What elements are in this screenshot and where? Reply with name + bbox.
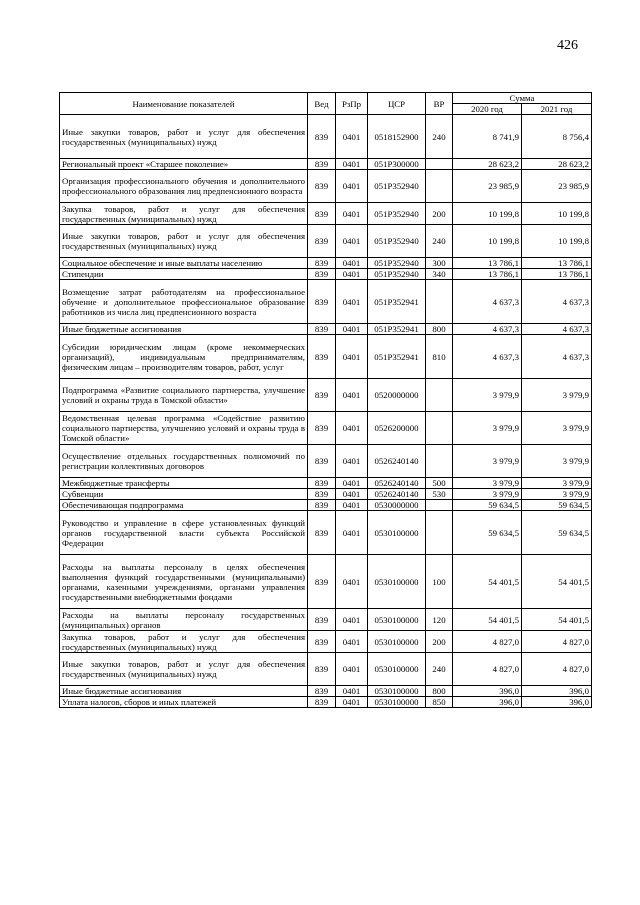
row-vr-cell: 340 — [426, 269, 453, 280]
table-row — [60, 412, 592, 445]
row-csr-cell: 0530100000 — [368, 609, 426, 631]
header-sum: Сумма — [453, 93, 592, 104]
table-row — [60, 225, 592, 258]
row-amount-2020-cell: 4 827,0 — [453, 653, 522, 686]
row-amount-2021-cell: 13 786,1 — [522, 258, 592, 269]
row-ved-cell: 839 — [308, 555, 336, 609]
row-amount-2020-cell: 3 979,9 — [453, 412, 522, 445]
table-row — [60, 170, 592, 203]
row-amount-2021-cell: 4 637,3 — [522, 280, 592, 324]
table-row — [60, 115, 592, 159]
row-name-cell: Стипендии — [60, 269, 308, 280]
row-amount-2021-cell: 23 985,9 — [522, 170, 592, 203]
header-vr: ВР — [426, 93, 453, 115]
row-rzpr-cell: 0401 — [336, 489, 368, 500]
row-csr-cell: 0530100000 — [368, 653, 426, 686]
row-name-cell: Возмещение затрат работодателям на профессиональное обучение и дополнительное профессиональное образование работников из числа лиц предпенсионного возраста — [60, 280, 308, 324]
row-amount-2021-cell: 4 827,0 — [522, 631, 592, 653]
row-amount-2021-cell: 4 637,3 — [522, 335, 592, 379]
row-amount-2020-cell: 3 979,9 — [453, 379, 522, 412]
row-ved-cell: 839 — [308, 115, 336, 159]
row-amount-2021-cell: 59 634,5 — [522, 500, 592, 511]
header-rzpr: РзПр — [336, 93, 368, 115]
row-vr-cell: 850 — [426, 697, 453, 708]
header-csr: ЦСР — [368, 93, 426, 115]
row-name-cell: Субвенции — [60, 489, 308, 500]
row-vr-cell: 810 — [426, 335, 453, 379]
row-csr-cell: 0530100000 — [368, 686, 426, 697]
row-rzpr-cell: 0401 — [336, 478, 368, 489]
row-amount-2021-cell: 4 637,3 — [522, 324, 592, 335]
row-rzpr-cell: 0401 — [336, 170, 368, 203]
row-ved-cell: 839 — [308, 445, 336, 478]
table-row — [60, 511, 592, 555]
row-csr-cell: 0520000000 — [368, 379, 426, 412]
row-vr-cell — [426, 280, 453, 324]
row-amount-2020-cell: 4 637,3 — [453, 324, 522, 335]
row-vr-cell — [426, 445, 453, 478]
row-name-cell: Иные закупки товаров, работ и услуг для обеспечения государственных (муниципальных) нужд — [60, 653, 308, 686]
table-row — [60, 653, 592, 686]
table-body — [60, 115, 592, 708]
header-year-2021: 2021 год — [522, 104, 592, 115]
row-rzpr-cell: 0401 — [336, 445, 368, 478]
row-rzpr-cell: 0401 — [336, 115, 368, 159]
row-ved-cell: 839 — [308, 269, 336, 280]
row-amount-2020-cell: 59 634,5 — [453, 500, 522, 511]
row-vr-cell — [426, 500, 453, 511]
row-amount-2020-cell: 4 637,3 — [453, 335, 522, 379]
row-amount-2020-cell: 23 985,9 — [453, 170, 522, 203]
row-name-cell: Уплата налогов, сборов и иных платежей — [60, 697, 308, 708]
row-rzpr-cell: 0401 — [336, 258, 368, 269]
table-row — [60, 631, 592, 653]
row-csr-cell: 0526240140 — [368, 445, 426, 478]
row-amount-2021-cell: 4 827,0 — [522, 653, 592, 686]
row-ved-cell: 839 — [308, 225, 336, 258]
row-amount-2021-cell: 59 634,5 — [522, 511, 592, 555]
table-row — [60, 697, 592, 708]
row-amount-2020-cell: 13 786,1 — [453, 269, 522, 280]
row-ved-cell: 839 — [308, 631, 336, 653]
row-name-cell: Расходы на выплаты персоналу государственных (муниципальных) органов — [60, 609, 308, 631]
row-name-cell: Руководство и управление в сфере установленных функций органов государственной власти субъекта Российской Федерации — [60, 511, 308, 555]
row-ved-cell: 839 — [308, 489, 336, 500]
table-header-row — [60, 93, 592, 104]
table-row — [60, 280, 592, 324]
table-row — [60, 478, 592, 489]
table-row — [60, 335, 592, 379]
row-csr-cell: 051P352940 — [368, 203, 426, 225]
row-vr-cell: 240 — [426, 115, 453, 159]
row-amount-2020-cell: 54 401,5 — [453, 609, 522, 631]
row-ved-cell: 839 — [308, 203, 336, 225]
row-amount-2020-cell: 4 827,0 — [453, 631, 522, 653]
row-ved-cell: 839 — [308, 280, 336, 324]
row-amount-2021-cell: 3 979,9 — [522, 445, 592, 478]
row-name-cell: Осуществление отдельных государственных полномочий по регистрации коллективных договоров — [60, 445, 308, 478]
row-ved-cell: 839 — [308, 511, 336, 555]
row-rzpr-cell: 0401 — [336, 555, 368, 609]
row-vr-cell: 240 — [426, 225, 453, 258]
row-amount-2020-cell: 8 741,9 — [453, 115, 522, 159]
row-amount-2020-cell: 3 979,9 — [453, 478, 522, 489]
row-amount-2021-cell: 396,0 — [522, 697, 592, 708]
row-vr-cell — [426, 412, 453, 445]
row-rzpr-cell: 0401 — [336, 500, 368, 511]
row-amount-2021-cell: 3 979,9 — [522, 379, 592, 412]
row-ved-cell: 839 — [308, 335, 336, 379]
row-csr-cell: 051P352940 — [368, 258, 426, 269]
row-name-cell: Иные закупки товаров, работ и услуг для обеспечения государственных (муниципальных) нужд — [60, 225, 308, 258]
row-rzpr-cell: 0401 — [336, 511, 368, 555]
row-name-cell: Иные закупки товаров, работ и услуг для обеспечения государственных (муниципальных) нужд — [60, 115, 308, 159]
row-csr-cell: 0530100000 — [368, 511, 426, 555]
row-csr-cell: 051P352940 — [368, 269, 426, 280]
row-vr-cell: 240 — [426, 653, 453, 686]
row-name-cell: Закупка товаров, работ и услуг для обеспечения государственных (муниципальных) нужд — [60, 203, 308, 225]
row-ved-cell: 839 — [308, 324, 336, 335]
row-vr-cell: 530 — [426, 489, 453, 500]
row-vr-cell: 500 — [426, 478, 453, 489]
budget-table — [59, 92, 592, 708]
row-name-cell: Иные бюджетные ассигнования — [60, 686, 308, 697]
row-vr-cell: 800 — [426, 324, 453, 335]
row-rzpr-cell: 0401 — [336, 412, 368, 445]
row-csr-cell: 0530100000 — [368, 555, 426, 609]
row-name-cell: Межбюджетные трансферты — [60, 478, 308, 489]
row-csr-cell: 051P352940 — [368, 170, 426, 203]
row-ved-cell: 839 — [308, 697, 336, 708]
row-ved-cell: 839 — [308, 159, 336, 170]
row-rzpr-cell: 0401 — [336, 697, 368, 708]
header-year-2020: 2020 год — [453, 104, 522, 115]
row-amount-2020-cell: 396,0 — [453, 697, 522, 708]
row-rzpr-cell: 0401 — [336, 280, 368, 324]
table-row — [60, 489, 592, 500]
header-ved: Вед — [308, 93, 336, 115]
table-row — [60, 203, 592, 225]
row-rzpr-cell: 0401 — [336, 686, 368, 697]
row-amount-2021-cell: 8 756,4 — [522, 115, 592, 159]
table-row — [60, 500, 592, 511]
row-amount-2020-cell: 4 637,3 — [453, 280, 522, 324]
row-rzpr-cell: 0401 — [336, 631, 368, 653]
table-row — [60, 379, 592, 412]
row-amount-2021-cell: 3 979,9 — [522, 478, 592, 489]
row-rzpr-cell: 0401 — [336, 324, 368, 335]
row-amount-2021-cell: 3 979,9 — [522, 489, 592, 500]
row-name-cell: Субсидии юридическим лицам (кроме некоммерческих организаций), индивидуальным предпринимателям, физическим лицам – производителям товаров, работ, услуг — [60, 335, 308, 379]
page-number: 426 — [557, 38, 578, 53]
row-ved-cell: 839 — [308, 412, 336, 445]
row-amount-2020-cell: 10 199,8 — [453, 203, 522, 225]
row-csr-cell: 0530100000 — [368, 697, 426, 708]
row-csr-cell: 0530100000 — [368, 631, 426, 653]
row-amount-2021-cell: 396,0 — [522, 686, 592, 697]
row-rzpr-cell: 0401 — [336, 379, 368, 412]
row-ved-cell: 839 — [308, 686, 336, 697]
row-name-cell: Закупка товаров, работ и услуг для обеспечения государственных (муниципальных) нужд — [60, 631, 308, 653]
row-amount-2020-cell: 3 979,9 — [453, 489, 522, 500]
row-csr-cell: 051P300000 — [368, 159, 426, 170]
row-amount-2020-cell: 28 623,2 — [453, 159, 522, 170]
row-csr-cell: 0530000000 — [368, 500, 426, 511]
table-row — [60, 324, 592, 335]
row-vr-cell: 120 — [426, 609, 453, 631]
row-name-cell: Иные бюджетные ассигнования — [60, 324, 308, 335]
row-vr-cell: 800 — [426, 686, 453, 697]
row-amount-2020-cell: 3 979,9 — [453, 445, 522, 478]
row-csr-cell: 0526240140 — [368, 478, 426, 489]
row-csr-cell: 051P352941 — [368, 335, 426, 379]
row-rzpr-cell: 0401 — [336, 335, 368, 379]
row-name-cell: Подпрограмма «Развитие социального партнерства, улучшение условий и охраны труда в Томской области» — [60, 379, 308, 412]
table-row — [60, 609, 592, 631]
row-ved-cell: 839 — [308, 170, 336, 203]
row-csr-cell: 051P352941 — [368, 324, 426, 335]
row-vr-cell — [426, 170, 453, 203]
row-name-cell: Ведомственная целевая программа «Содействие развитию социального партнерства, улучшению условий и охраны труда в Томской области» — [60, 412, 308, 445]
row-amount-2021-cell: 54 401,5 — [522, 555, 592, 609]
row-ved-cell: 839 — [308, 379, 336, 412]
row-rzpr-cell: 0401 — [336, 609, 368, 631]
table-row — [60, 445, 592, 478]
row-ved-cell: 839 — [308, 258, 336, 269]
table-row — [60, 686, 592, 697]
table-row — [60, 159, 592, 170]
row-ved-cell: 839 — [308, 653, 336, 686]
row-amount-2021-cell: 10 199,8 — [522, 225, 592, 258]
header-name: Наименование показателей — [60, 93, 308, 115]
row-rzpr-cell: 0401 — [336, 203, 368, 225]
row-rzpr-cell: 0401 — [336, 159, 368, 170]
row-csr-cell: 0526200000 — [368, 412, 426, 445]
row-amount-2020-cell: 10 199,8 — [453, 225, 522, 258]
row-amount-2021-cell: 54 401,5 — [522, 609, 592, 631]
row-vr-cell — [426, 159, 453, 170]
row-rzpr-cell: 0401 — [336, 653, 368, 686]
row-name-cell: Региональный проект «Старшее поколение» — [60, 159, 308, 170]
table-row — [60, 269, 592, 280]
row-vr-cell: 300 — [426, 258, 453, 269]
row-amount-2020-cell: 59 634,5 — [453, 511, 522, 555]
row-vr-cell: 100 — [426, 555, 453, 609]
row-amount-2020-cell: 54 401,5 — [453, 555, 522, 609]
row-csr-cell: 051P352940 — [368, 225, 426, 258]
row-vr-cell: 200 — [426, 203, 453, 225]
row-vr-cell: 200 — [426, 631, 453, 653]
row-name-cell: Расходы на выплаты персоналу в целях обеспечения выполнения функций государственными (муниципальными) органами, казенными учреждениями, органами управления государственными внебюджетными фондами — [60, 555, 308, 609]
row-rzpr-cell: 0401 — [336, 225, 368, 258]
row-name-cell: Организация профессионального обучения и дополнительного профессионального образования лиц предпенсионного возраста — [60, 170, 308, 203]
row-ved-cell: 839 — [308, 478, 336, 489]
row-vr-cell — [426, 379, 453, 412]
row-amount-2020-cell: 13 786,1 — [453, 258, 522, 269]
table-row — [60, 555, 592, 609]
row-ved-cell: 839 — [308, 500, 336, 511]
row-name-cell: Социальное обеспечение и иные выплаты населению — [60, 258, 308, 269]
row-name-cell: Обеспечивающая подпрограмма — [60, 500, 308, 511]
row-vr-cell — [426, 511, 453, 555]
row-rzpr-cell: 0401 — [336, 269, 368, 280]
row-amount-2021-cell: 3 979,9 — [522, 412, 592, 445]
row-csr-cell: 0526240140 — [368, 489, 426, 500]
row-amount-2021-cell: 13 786,1 — [522, 269, 592, 280]
row-csr-cell: 051P352941 — [368, 280, 426, 324]
table-row — [60, 258, 592, 269]
row-amount-2021-cell: 10 199,8 — [522, 203, 592, 225]
row-csr-cell: 0518152900 — [368, 115, 426, 159]
row-amount-2021-cell: 28 623,2 — [522, 159, 592, 170]
row-amount-2020-cell: 396,0 — [453, 686, 522, 697]
row-ved-cell: 839 — [308, 609, 336, 631]
